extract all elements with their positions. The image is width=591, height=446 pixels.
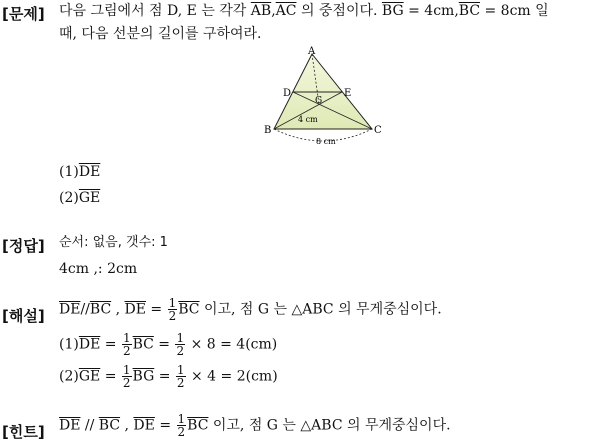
vertex-a: A	[308, 46, 316, 57]
hint-line: $\overline{DE} // \overline{BC}$ , $\overline{DE}$ = $\frac{1}{2}$ $\overline{BC}$ 이고, 점 G 는 △ABC 의 무게중심이다.	[59, 412, 451, 439]
bc-length-label: 8 cm	[316, 137, 336, 146]
segment-bc: $\overline{BC}$	[458, 3, 481, 19]
solution-line-2: $(1)\overline{DE}$ = $\frac{1}{2}$ $\overline{BC}$ = $\frac{1}{2}$ × 8 = 4(cm)	[59, 331, 278, 358]
answer-line-2: 4cm ,: 2cm	[59, 261, 138, 277]
problem-label: [문제]	[2, 5, 45, 23]
solution-line-3: $(2)\overline{GE}$ = $\frac{1}{2}$ $\overline{BG}$ = $\frac{1}{2}$ × 4 = 2(cm)	[59, 363, 278, 390]
segment-bg: $\overline{BG}$	[381, 3, 404, 19]
segment-ac: $\overline{AC}$	[275, 3, 297, 19]
vertex-g: G	[315, 96, 323, 106]
fraction-half: $\frac{1}{2}$	[168, 296, 177, 323]
problem-line-1: 다음 그림에서 점 D, E 는 각각 $\overline{AB},\overline{AC}$ 의 중점이다. $\overline{BG} = 4cm,\overline{BC} = 8cm$ 일	[59, 3, 549, 19]
vertex-d: D	[283, 88, 292, 99]
question-1: $(1)\overline{DE}$	[59, 164, 101, 180]
fraction-half: $\frac{1}{2}$	[122, 363, 131, 390]
fraction-half: $\frac{1}{2}$	[122, 331, 131, 358]
solution-line-1: $\overline{DE}//\overline{BC}$ , $\overline{DE}$ = $\frac{1}{2}$ $\overline{BC}$ 이고, 점 G 는 △ABC 의 무게중심이다.	[59, 296, 442, 323]
fraction-half: $\frac{1}{2}$	[176, 363, 185, 390]
problem-line-2: 때, 다음 선분의 길이를 구하여라.	[59, 26, 262, 42]
vertex-b: B	[264, 125, 272, 136]
answer-line-1: 순서: 없음, 갯수: 1	[59, 235, 168, 250]
bg-length-label: 4 cm	[298, 115, 318, 124]
fraction-half: $\frac{1}{2}$	[177, 412, 186, 439]
question-2: $(2)\overline{GE}$	[59, 190, 101, 206]
fraction-half: $\frac{1}{2}$	[176, 331, 185, 358]
vertex-c: C	[374, 125, 382, 136]
solution-label: [해설]	[2, 307, 45, 325]
vertex-e: E	[344, 88, 352, 99]
segment-ab: $\overline{AB}$	[250, 3, 272, 19]
triangle-figure	[262, 46, 392, 146]
hint-label: [힌트]	[2, 423, 45, 441]
answer-label: [정답]	[2, 237, 45, 255]
